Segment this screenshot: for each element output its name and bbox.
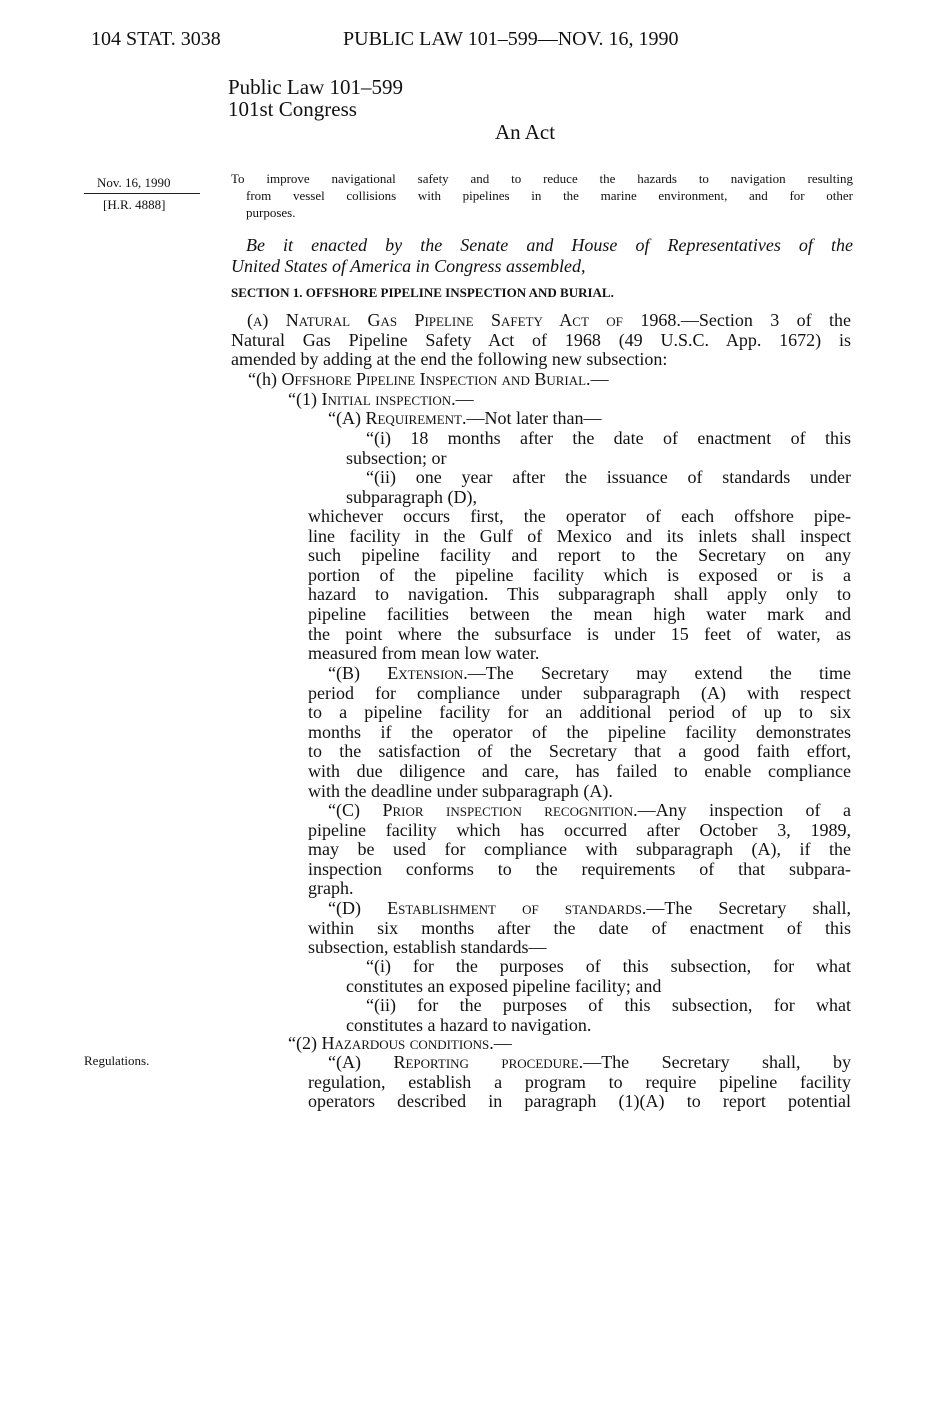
D-prefix: “(D): [328, 898, 388, 918]
h-label: Offshore Pipeline Inspection and Burial.: [281, 369, 591, 389]
subparagraph-D: [308, 899, 851, 958]
act-purpose: [231, 170, 853, 221]
A-i-line-1: “(i) 18 months after the date of enactment of this: [366, 428, 851, 448]
clause-A-i: [346, 429, 851, 468]
p2-prefix: “(2): [288, 1033, 322, 1053]
A-ii-line-2: subparagraph (D),: [346, 486, 477, 507]
h-prefix: “(h): [248, 369, 282, 389]
h-suffix: —: [590, 369, 609, 389]
p1-prefix: “(1): [288, 389, 322, 409]
congress-number: 101st Congress: [228, 97, 357, 121]
clause-D-i: [346, 957, 851, 996]
page-stat: 104 STAT. 3038: [91, 28, 221, 50]
margin-regulations: Regulations.: [84, 1053, 150, 1068]
sub-a-line-2: Natural Gas Pipeline Safety Act of 1968 (49 U.S.C. App. 1672) is: [231, 329, 851, 350]
B-line: months if the operator of the pipeline facility demonstrates: [308, 721, 851, 742]
C-line: inspection conforms to the requirements of that subpara-: [308, 858, 851, 879]
B-prefix: “(B): [328, 663, 388, 683]
running-title: PUBLIC LAW 101–599—NOV. 16, 1990: [343, 28, 679, 50]
2A-label: Reporting procedure.: [393, 1052, 584, 1072]
enacting-line-1: Be it enacted by the Senate and House of Representatives of the: [246, 235, 853, 255]
A-body-line: line facility in the Gulf of Mexico and its inlets shall inspect: [308, 525, 851, 546]
sub-a-line-3: amended by adding at the end the following new subsection:: [231, 349, 668, 370]
sub-a-line-1: [231, 311, 851, 331]
clause-A-ii: [346, 468, 851, 507]
purpose-line-2: from vessel collisions with pipelines in the marine environment, and for other: [246, 188, 853, 203]
D-i-line-2: constitutes an exposed pipeline facility; and: [346, 975, 662, 996]
B-label: Extension.: [387, 663, 468, 683]
subparagraph-B: [308, 664, 851, 801]
2A-line-1: [308, 1053, 851, 1073]
C-label: Prior inspection recognition.: [382, 800, 638, 820]
2A-line: operators described in paragraph (1)(A) to report potential: [308, 1091, 851, 1112]
D-line-1-text: —The Secretary shall,: [646, 898, 851, 918]
law-number: Public Law 101–599: [228, 75, 403, 99]
pA-label: Requirement.: [365, 408, 467, 428]
subparagraph-A-body: [308, 507, 851, 664]
pA-suffix: —Not later than—: [466, 408, 602, 428]
C-line-1: [308, 801, 851, 821]
D-label: Establishment of standards.: [387, 898, 647, 918]
A-ii-line-1: “(ii) one year after the issuance of standards under: [366, 467, 851, 487]
subparagraph-C: [308, 801, 851, 899]
subparagraph-A-heading: [328, 409, 601, 429]
subsection-h-heading: [248, 370, 609, 390]
margin-rule: [84, 193, 200, 194]
subsection-a: [231, 311, 851, 370]
2A-prefix: “(A): [328, 1052, 394, 1072]
D-ii-line-2: constitutes a hazard to navigation.: [346, 1014, 592, 1035]
D-line: within six months after the date of enactment of this: [308, 917, 851, 938]
p2-label: Hazardous conditions.: [321, 1033, 494, 1053]
an-act-heading: An Act: [495, 120, 556, 144]
B-line: with the deadline under subparagraph (A).: [308, 780, 613, 801]
C-line: graph.: [308, 878, 354, 899]
2A-line-1-text: —The Secretary shall, by: [583, 1052, 851, 1072]
subparagraph-2-A: [308, 1053, 851, 1112]
2A-line: regulation, establish a program to require pipeline facility: [308, 1071, 851, 1092]
A-body-line: hazard to navigation. This subparagraph shall apply only to: [308, 584, 851, 605]
p1-label: Initial inspection.: [321, 389, 456, 409]
D-ii-line-1: “(ii) for the purposes of this subsection, for what: [366, 995, 851, 1015]
B-line-1: [308, 664, 851, 684]
B-line: to the satisfaction of the Secretary that a good faith effort,: [308, 741, 851, 762]
A-body-line: whichever occurs first, the operator of each offshore pipe-: [308, 506, 851, 526]
section-heading: SECTION 1. OFFSHORE PIPELINE INSPECTION AND BURIAL.: [231, 285, 614, 300]
A-body-line: the point where the subsurface is under 15 feet of water, as: [308, 623, 851, 644]
pA-prefix: “(A): [328, 408, 366, 428]
purpose-line-3: purposes.: [246, 205, 296, 220]
A-i-line-2: subsection; or: [346, 447, 447, 468]
enacting-line-2: United States of America in Congress assembled,: [231, 256, 586, 276]
B-line: period for compliance under subparagraph (A) with respect: [308, 682, 851, 703]
B-line-1-text: —The Secretary may extend the time: [467, 663, 852, 683]
enacting-clause: [231, 235, 853, 277]
paragraph-1-heading: [288, 390, 474, 410]
p1-suffix: —: [455, 389, 474, 409]
C-line: pipeline facility which has occurred after October 3, 1989,: [308, 819, 851, 840]
B-line: with due diligence and care, has failed to enable compliance: [308, 760, 851, 781]
sub-a-line-1-text: —Section 3 of the: [680, 310, 852, 330]
p2-suffix: —: [493, 1033, 512, 1053]
A-body-line: pipeline facilities between the mean high water mark and: [308, 603, 851, 624]
margin-date: Nov. 16, 1990: [97, 175, 171, 190]
paragraph-2-heading: [288, 1034, 512, 1054]
C-line-1-text: —Any inspection of a: [637, 800, 851, 820]
A-body-line: measured from mean low water.: [308, 643, 540, 664]
margin-bill: [H.R. 4888]: [103, 197, 166, 212]
D-line: subsection, establish standards—: [308, 937, 547, 958]
sub-a-label: (a) Natural Gas Pipeline Safety Act of 1968.: [247, 310, 681, 330]
A-body-line: such pipeline facility and report to the Secretary on any: [308, 545, 851, 566]
C-prefix: “(C): [328, 800, 383, 820]
B-line: to a pipeline facility for an additional period of up to six: [308, 702, 851, 723]
C-line: may be used for compliance with subparagraph (A), if the: [308, 839, 851, 860]
clause-D-ii: [346, 996, 851, 1035]
D-i-line-1: “(i) for the purposes of this subsection, for what: [366, 956, 851, 976]
D-line-1: [308, 899, 851, 919]
A-body-line: portion of the pipeline facility which is exposed or is a: [308, 564, 851, 585]
purpose-line-1: To improve navigational safety and to reduce the hazards to navigation resulting: [231, 171, 853, 186]
